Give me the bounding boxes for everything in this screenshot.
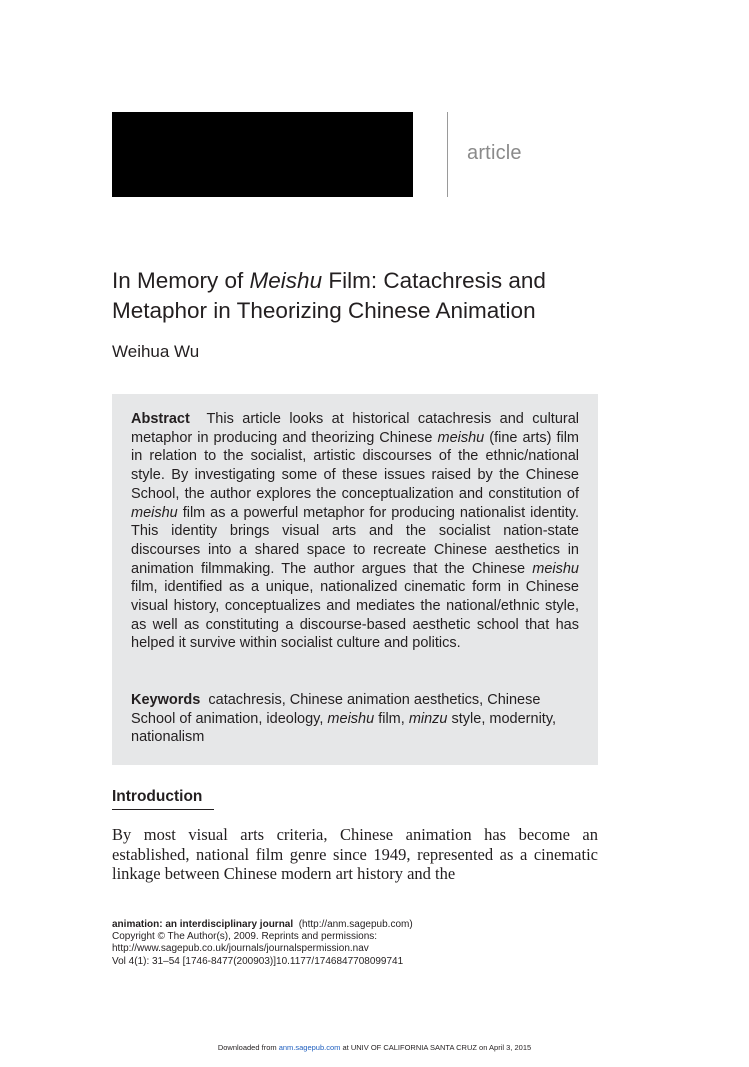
download-notice: Downloaded from anm.sagepub.com at UNIV OF CALIFORNIA SANTA CRUZ on April 3, 2015 xyxy=(217,1043,532,1052)
redacted-image-block xyxy=(112,112,413,197)
journal-url: (http://anm.sagepub.com) xyxy=(298,919,413,930)
article-title: In Memory of Meishu Film: Catachresis and Metaphor in Theorizing Chinese Animation xyxy=(112,268,546,323)
header-divider xyxy=(447,112,448,197)
abstract-paragraph: Abstract This article looks at historical catachresis and cultural metaphor in producing and theorizing Chinese meishu (fine arts) film in relation to the socialist, artistic discourses of the ethnic/national style. By investigating some of these issues raised by the Chinese School, the author explores the conceptualization and constitution of meishu film as a powerful metaphor for producing nationalist identity. This identity brings visual arts and the socialist nation-state discourses into a shared space to recreate Chinese aesthetics in animation filmmaking. The author argues that the Chinese meishu film, identified as a unique, nationalized cinematic form in Chinese visual history, conceptualizes and mediates the national/ethnic style, as well as constituting a discourse-based aesthetic school that has helped it survive within socialist culture and politics. xyxy=(131,411,580,652)
author-name: Weihua Wu xyxy=(112,342,200,361)
footer-copyright: Copyright © The Author(s), 2009. Reprints and permissions: xyxy=(112,931,378,943)
keywords-paragraph: Keywords catachresis, Chinese animation aesthetics, Chinese School of animation, ideology, meishu film, minzu style, modernity, nationalism xyxy=(131,692,557,746)
keywords-label: Keywords xyxy=(131,692,201,708)
abstract-label: Abstract xyxy=(131,411,190,427)
section-heading: Introduction xyxy=(112,788,203,805)
footer-permissions-url: http://www.sagepub.co.uk/journals/journalspermission.nav xyxy=(112,943,369,955)
body-paragraph: By most visual arts criteria, Chinese animation has become an established, national film genre since 1949, represented as a cinematic linkage between Chinese modern art history and the xyxy=(112,825,598,883)
journal-footer xyxy=(112,919,612,968)
footer-journal-line xyxy=(112,919,612,931)
section-heading-underline xyxy=(112,809,214,810)
article-type-label: article xyxy=(467,142,522,164)
download-link[interactable]: anm.sagepub.com xyxy=(278,1043,341,1052)
footer-volume-info: Vol 4(1): 31–54 [1746-8477(200903)]10.1177/1746847708099741 xyxy=(112,955,404,967)
journal-name: animation: an interdisciplinary journal xyxy=(112,919,294,930)
